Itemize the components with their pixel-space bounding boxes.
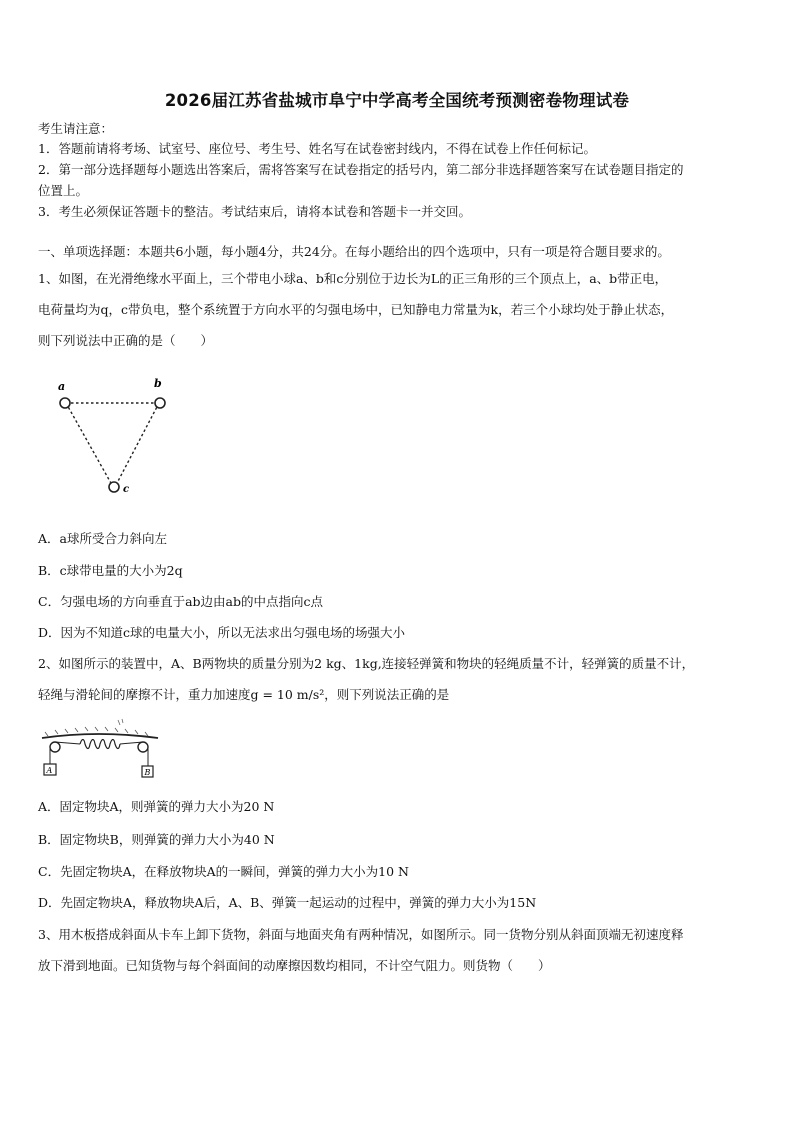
page-title: 2026届江苏省盐城市阜宁中学高考全国统考预测密卷物理试卷: [164, 91, 630, 110]
q3-stem-line-2: 放下滑到地面。已知货物与每个斜面间的动摩擦因数均相同，不计空气阻力。则货物（ ）: [38, 958, 551, 973]
q2-option-a: A．固定物块A，则弹簧的弹力大小为20 N: [38, 799, 275, 814]
q2-pulley-figure: [38, 716, 168, 782]
left-pulley: [50, 742, 60, 752]
label-block-b: B: [144, 768, 151, 777]
section-heading: 一、单项选择题：本题共6小题，每小题4分，共24分。在每小题给出的四个选项中，只有一项是符合题目要求的。: [38, 244, 670, 259]
ac-dashed-side: [66, 403, 112, 485]
q2-stem-line-2: 轻绳与滑轮间的摩擦不计，重力加速度g = 10 m/s²，则下列说法正确的是: [38, 687, 450, 702]
q1-option-d: D．因为不知道c球的电量大小，所以无法求出匀强电场的场强大小: [38, 625, 406, 640]
notice-item-2: 2．第一部分选择题每小题选出答案后，需将答案写在试卷指定的括号内，第二部分非选择题答案写在试卷题目指定的: [38, 162, 684, 177]
q2-option-b: B．固定物块B，则弹簧的弹力大小为40 N: [38, 832, 275, 847]
spring: [80, 740, 120, 749]
notice-item-3: 3．考生必须保证答题卡的整洁。考试结束后，请将本试卷和答题卡一并交回。: [38, 204, 471, 219]
q2-option-d: D．先固定物块A，释放物块A后，A、B、弹簧一起运动的过程中，弹簧的弹力大小为15N: [38, 895, 537, 910]
right-pulley: [138, 742, 148, 752]
label-c: c: [123, 484, 130, 495]
q1-stem-line-1: 1、如图，在光滑绝缘水平面上，三个带电小球a、b和c分别位于边长为L的正三角形的三个顶点上，a、b带正电，: [38, 271, 668, 286]
label-block-a: A: [46, 766, 53, 775]
q1-stem-line-2: 电荷量均为q，c带负电，整个系统置于方向水平的匀强电场中，已知静电力常量为k，若三个小球均处于静止状态，: [38, 302, 674, 317]
ball-c: [109, 482, 119, 492]
label-a: a: [58, 380, 66, 393]
q1-option-b: B．c球带电量的大小为2q: [38, 563, 183, 578]
support-beam: [42, 734, 158, 738]
stray-marks: [118, 719, 123, 725]
q1-stem-line-3: 则下列说法中正确的是（ ）: [38, 333, 214, 348]
notice-item-1: 1．答题前请将考场、试室号、座位号、考生号、姓名写在试卷密封线内，不得在试卷上作任何标记。: [38, 141, 596, 156]
bc-dashed-side: [116, 403, 159, 485]
q2-option-c: C．先固定物块A，在释放物块A的一瞬间，弹簧的弹力大小为10 N: [38, 864, 409, 879]
q3-stem-line-1: 3、用木板搭成斜面从卡车上卸下货物，斜面与地面夹角有两种情况，如图所示。同一货物分别从斜面顶端无初速度释: [38, 927, 684, 942]
q2-stem-line-1: 2、如图所示的装置中，A、B两物块的质量分别为2 kg、1kg,连接轻弹簧和物块的轻绳质量不计，轻弹簧的质量不计，: [38, 656, 695, 671]
ball-a: [60, 398, 70, 408]
q1-option-c: C．匀强电场的方向垂直于ab边由ab的中点指向c点: [38, 594, 323, 609]
notice-heading: 考生请注意：: [38, 121, 114, 136]
notice-item-2-continued: 位置上。: [38, 183, 89, 198]
q1-option-a: A．a球所受合力斜向左: [38, 531, 167, 546]
ball-b: [155, 398, 165, 408]
q1-triangle-figure: [50, 370, 180, 500]
label-b: b: [154, 377, 162, 390]
